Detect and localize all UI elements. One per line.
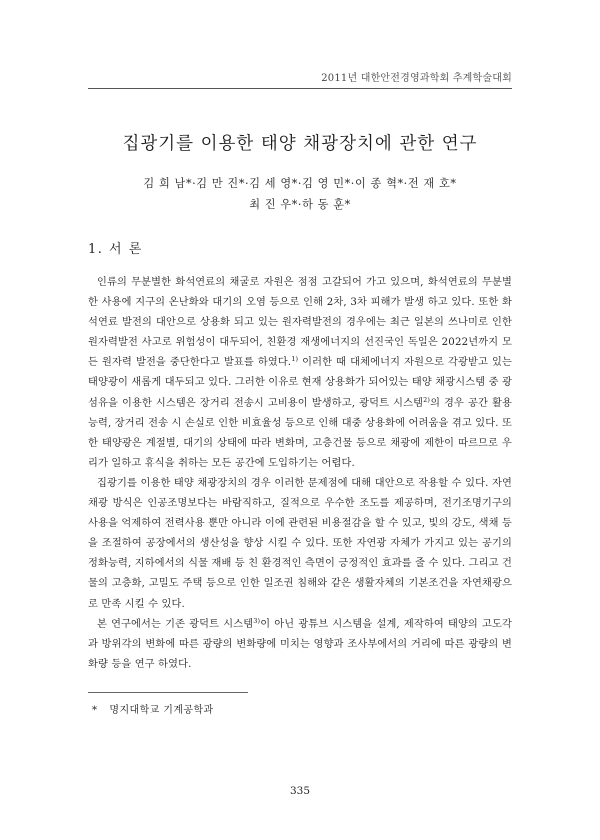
footnote-mark: * [92,705,98,716]
body-text [88,273,512,675]
citation-ref: 1) [291,355,299,364]
footnote-text: 명지대학교 기계공학과 [109,705,214,716]
author-list [88,173,512,215]
citation-ref: 3) [253,616,261,625]
paper-title: 집광기를 이용한 태양 채광장치에 관한 연구 [122,134,478,154]
paragraph-3 [88,615,512,675]
paragraph-text: 의 경우 공간 활용능력, 장거리 전송 시 손실로 인한 비효율성 등으로 인해 대중 상용화에 어려움을 겪고 있다. 또한 태양광은 계절별, 대기의 상태에 따라 변화며, 고층건물 등으로 채광에 제한이 따르므로 우리가 일하고 휴식을 취하는 모든 공간에 도입하기는 어렵다. [88,397,512,469]
page-number: 335 [289,785,311,797]
citation-ref: 2) [423,395,431,404]
section-heading: 1. 서 론 [88,242,143,257]
running-header: 2011년 대한안전경영과학회 추계학술대회 [321,73,512,84]
header-rule [88,88,512,89]
footnote-rule [88,692,248,693]
paragraph-text: 인류의 무분별한 화석연료의 채굴로 자원은 점점 고갈되어 가고 있으며, 화석연료의 무분별한 사용에 지구의 온난화와 대기의 오염 등으로 인해 2차, 3차 피해가 발생 하고 있다. 또한 화석연료 발전의 대안으로 상용화 되고 있는 원자력발전의 경우에는 최근 일본의 쓰나미로 인한 원자력발전 사고로 위험성이 대두되어, 친환경 재생에너지의 선진국인 독일은 2022년까지 모든 원자력 발전을 중단한다고 발표를 하였다. [88,277,512,369]
paragraph-text: 이 아닌 광튜브 시스템을 설계, 제작하여 태양의 고도각과 방위각의 변화에 따른 광량의 변화량에 미치는 영향과 조사부에서의 거리에 따른 광량의 변화량 등을 연구 하였다. [88,618,512,670]
author-line-1: 김 희 남*·김 만 진*·김 세 영*·김 영 민*·이 종 혁*·전 재 호* [143,177,457,190]
footnote [92,701,214,716]
paragraph-1 [88,273,512,474]
paragraph-text: 본 연구에서는 기존 광덕트 시스템 [97,618,254,630]
paragraph-2: 집광기를 이용한 태양 채광장치의 경우 이러한 문제점에 대해 대안으로 작용할 수 있다. 자연채광 방식은 인공조명보다는 바람직하고, 질적으로 우수한 조도를 제공하며, 전기조명기구의 사용을 억제하여 전력사용 뿐만 아니라 이에 관련된 비용절감을 할 수 있고, 빛의 강도, 색채 등을 조절하여 공장에서의 생산성을 향상 시킬 수 있다. 또한 자연광 자체가 가지고 있는 공기의 정화능력, 지하에서의 식물 재배 등 친 환경적인 측면이 긍정적인 효과를 줄 수 있다. 그리고 건물의 고층화, 고밀도 주택 등으로 인한 일조권 침해와 같은 생활자체의 기본조건을 자연채광으로 만족 시킬 수 있다. [88,477,512,610]
paragraph-text: 이러한 때 대체에너지 자원으로 각광받고 있는 태양광이 새롭게 대두되고 있다. 그러한 이유로 현재 상용화가 되어있는 태양 채광시스템 중 광섬유을 이용한 시스템은 장거리 전송시 고비용이 발생하고, 광덕트 시스템 [88,357,512,409]
author-line-2: 최 진 우*·하 동 훈* [249,198,351,211]
